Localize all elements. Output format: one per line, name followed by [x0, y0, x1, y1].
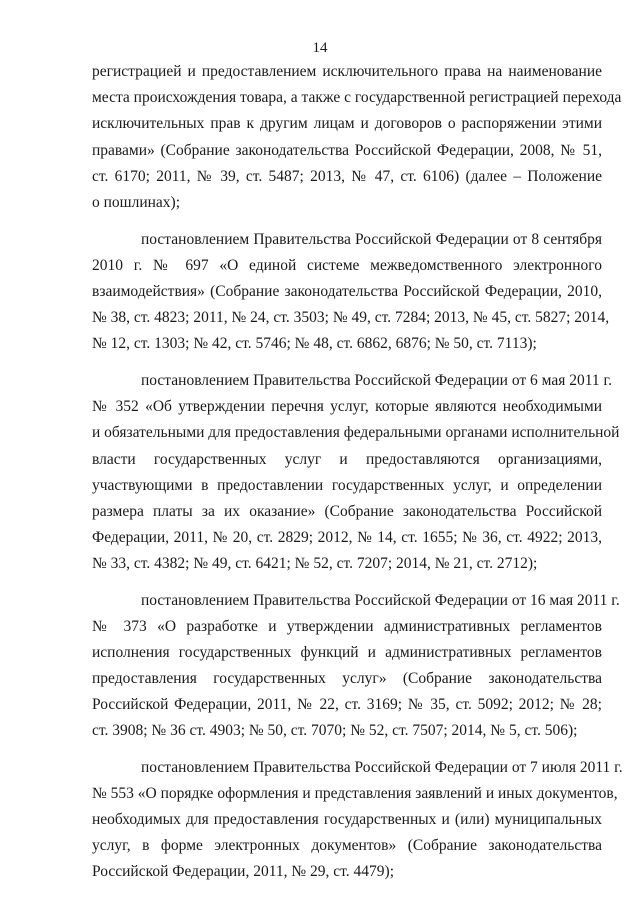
text-line: и обязательными для предоставления федеральными органами исполнительной — [92, 424, 620, 441]
text-line: ст. 3908; № 36 ст. 4903; № 50, ст. 7070; № 52, ст. 7507; 2014, № 5, ст. 506); — [92, 722, 578, 739]
paragraph-start-line: постановлением Правительства Российской Федерации от 16 мая 2011 г. — [141, 592, 620, 609]
text-line: 2010 г. № 697 «О единой системе межведомственного электронного — [92, 257, 602, 274]
text-line: ст. 6170; 2011, № 39, ст. 5487; 2013, № 47, ст. 6106) (далее – Положение — [92, 168, 602, 185]
text-line: № 373 «О разработке и утверждении административных регламентов — [92, 618, 602, 635]
text-line: № 33, ст. 4382; № 49, ст. 6421; № 52, ст. 7207; 2014, № 21, ст. 2712); — [92, 555, 538, 572]
text-line: размера платы за их оказание» (Собрание законодательства Российской — [92, 503, 602, 520]
text-line: исключительных прав к другим лицам и договоров о распоряжении этими — [92, 115, 602, 132]
text-line: места происхождения товара, а также с государственной регистрацией перехода — [92, 89, 622, 106]
text-line: регистрацией и предоставлением исключительного права на наименование — [92, 63, 602, 80]
text-line: участвующими в предоставлении государственных услуг, и определении — [92, 477, 602, 494]
text-line: исполнения государственных функций и административных регламентов — [92, 644, 602, 661]
text-line: власти государственных услуг и предоставляются организациями, — [92, 451, 602, 468]
paragraph-start-line: постановлением Правительства Российской Федерации от 6 мая 2011 г. — [141, 372, 613, 389]
text-line: № 12, ст. 1303; № 42, ст. 5746; № 48, ст. 6862, 6876; № 50, ст. 7113); — [92, 335, 537, 352]
page-number: 14 — [312, 40, 328, 56]
text-line: правами» (Собрание законодательства Российской Федерации, 2008, № 51, — [92, 142, 602, 159]
paragraph-start-line: постановлением Правительства Российской Федерации от 8 сентября — [141, 231, 602, 248]
text-line: Российской Федерации, 2011, № 29, ст. 4479); — [92, 863, 395, 880]
text-line: Российской Федерации, 2011, № 22, ст. 3169; № 35, ст. 5092; 2012; № 28; — [92, 696, 602, 713]
paragraph-start-line: постановлением Правительства Российской Федерации от 7 июля 2011 г. — [141, 759, 623, 776]
text-line: необходимых для предоставления государственных и (или) муниципальных — [92, 811, 602, 828]
text-line: взаимодействия» (Собрание законодательства Российской Федерации, 2010, — [92, 283, 602, 300]
text-line: о пошлинах); — [92, 194, 181, 211]
text-line: № 553 «О порядке оформления и представления заявлений и иных документов, — [92, 785, 618, 802]
text-line: Федерации, 2011, № 20, ст. 2829; 2012, № 14, ст. 1655; № 36, ст. 4922; 2013, — [92, 529, 602, 546]
text-line: предоставления государственных услуг» (Собрание законодательства — [92, 670, 602, 687]
text-line: № 38, ст. 4823; 2011, № 24, ст. 3503; № 49, ст. 7284; 2013, № 45, ст. 5827; 2014, — [92, 309, 610, 326]
text-line: услуг, в форме электронных документов» (Собрание законодательства — [92, 837, 602, 854]
text-line: № 352 «Об утверждении перечня услуг, которые являются необходимыми — [92, 398, 602, 415]
